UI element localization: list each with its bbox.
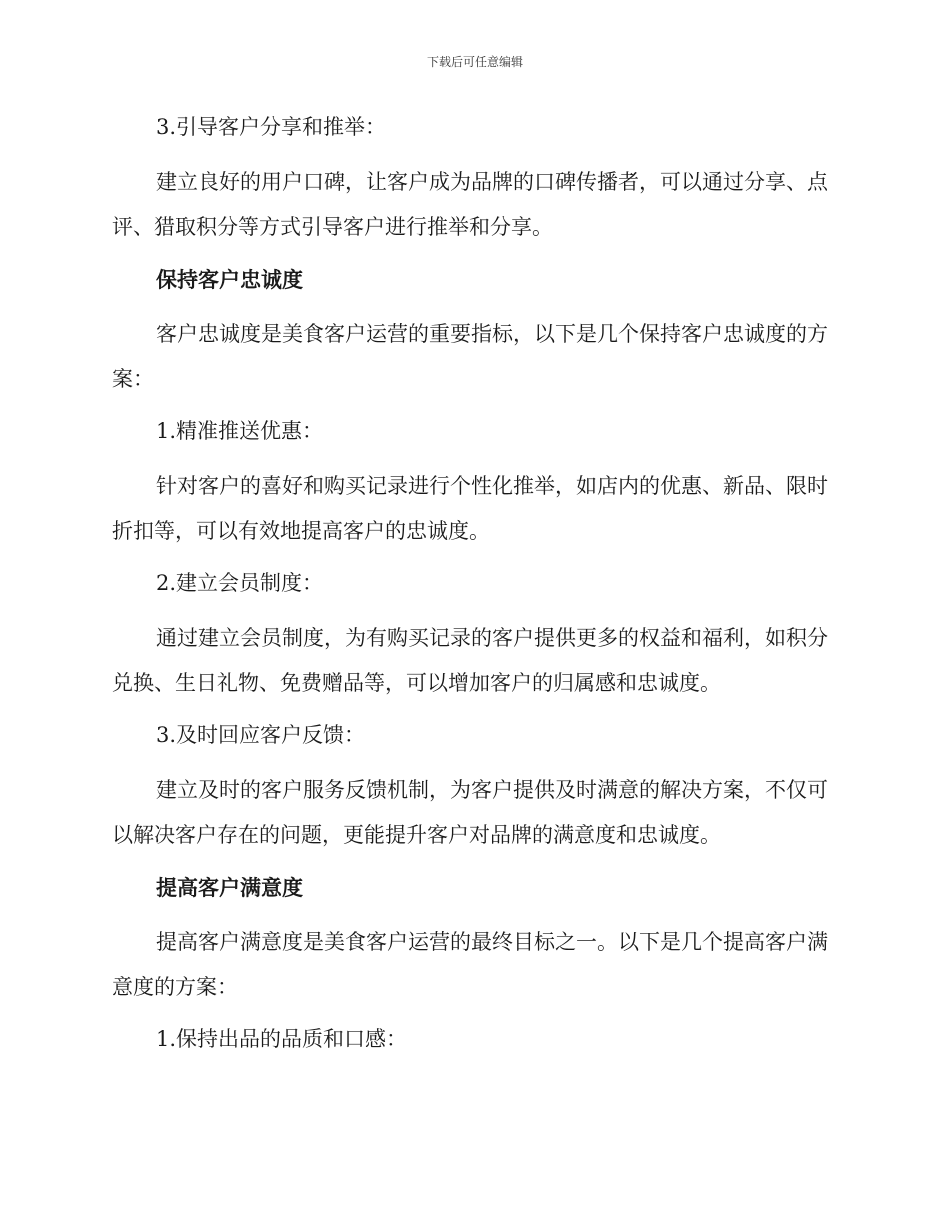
section-heading-loyalty: 保持客户忠诚度 <box>156 267 303 292</box>
body-paragraph-personalized: 针对客户的喜好和购买记录进行个性化推举，如店内的优惠、新品、限时折扣等，可以有效地提高客户的忠诚度。 <box>112 474 828 543</box>
body-paragraph-word-of-mouth: 建立良好的用户口碑，让客户成为品牌的口碑传播者，可以通过分享、点评、猎取积分等方式引导客户进行推举和分享。 <box>112 170 828 239</box>
body-paragraph-feedback: 建立及时的客户服务反馈机制，为客户提供及时满意的解决方案，不仅可以解决客户存在的问题，更能提升客户对品牌的满意度和忠诚度。 <box>112 778 828 847</box>
subitem-membership: 2.建立会员制度： <box>156 571 324 595</box>
subitem-quality: 1.保持出品的品质和口感： <box>156 1027 408 1051</box>
body-paragraph-satisfaction-intro: 提高客户满意度是美食客户运营的最终目标之一。以下是几个提高客户满意度的方案： <box>112 930 828 999</box>
body-paragraph-loyalty-intro: 客户忠诚度是美食客户运营的重要指标，以下是几个保持客户忠诚度的方案： <box>112 322 828 391</box>
header-note: 下载后可任意编辑 <box>426 55 523 69</box>
subitem-feedback: 3.及时回应客户反馈： <box>156 723 366 747</box>
body-paragraph-membership: 通过建立会员制度，为有购买记录的客户提供更多的权益和福利，如积分兑换、生日礼物、免费赠品等，可以增加客户的归属感和忠诚度。 <box>112 626 828 695</box>
subitem-share-recommend: 3.引导客户分享和推举： <box>156 115 387 139</box>
section-heading-satisfaction: 提高客户满意度 <box>156 875 303 900</box>
subitem-precise-offers: 1.精准推送优惠： <box>156 419 324 443</box>
